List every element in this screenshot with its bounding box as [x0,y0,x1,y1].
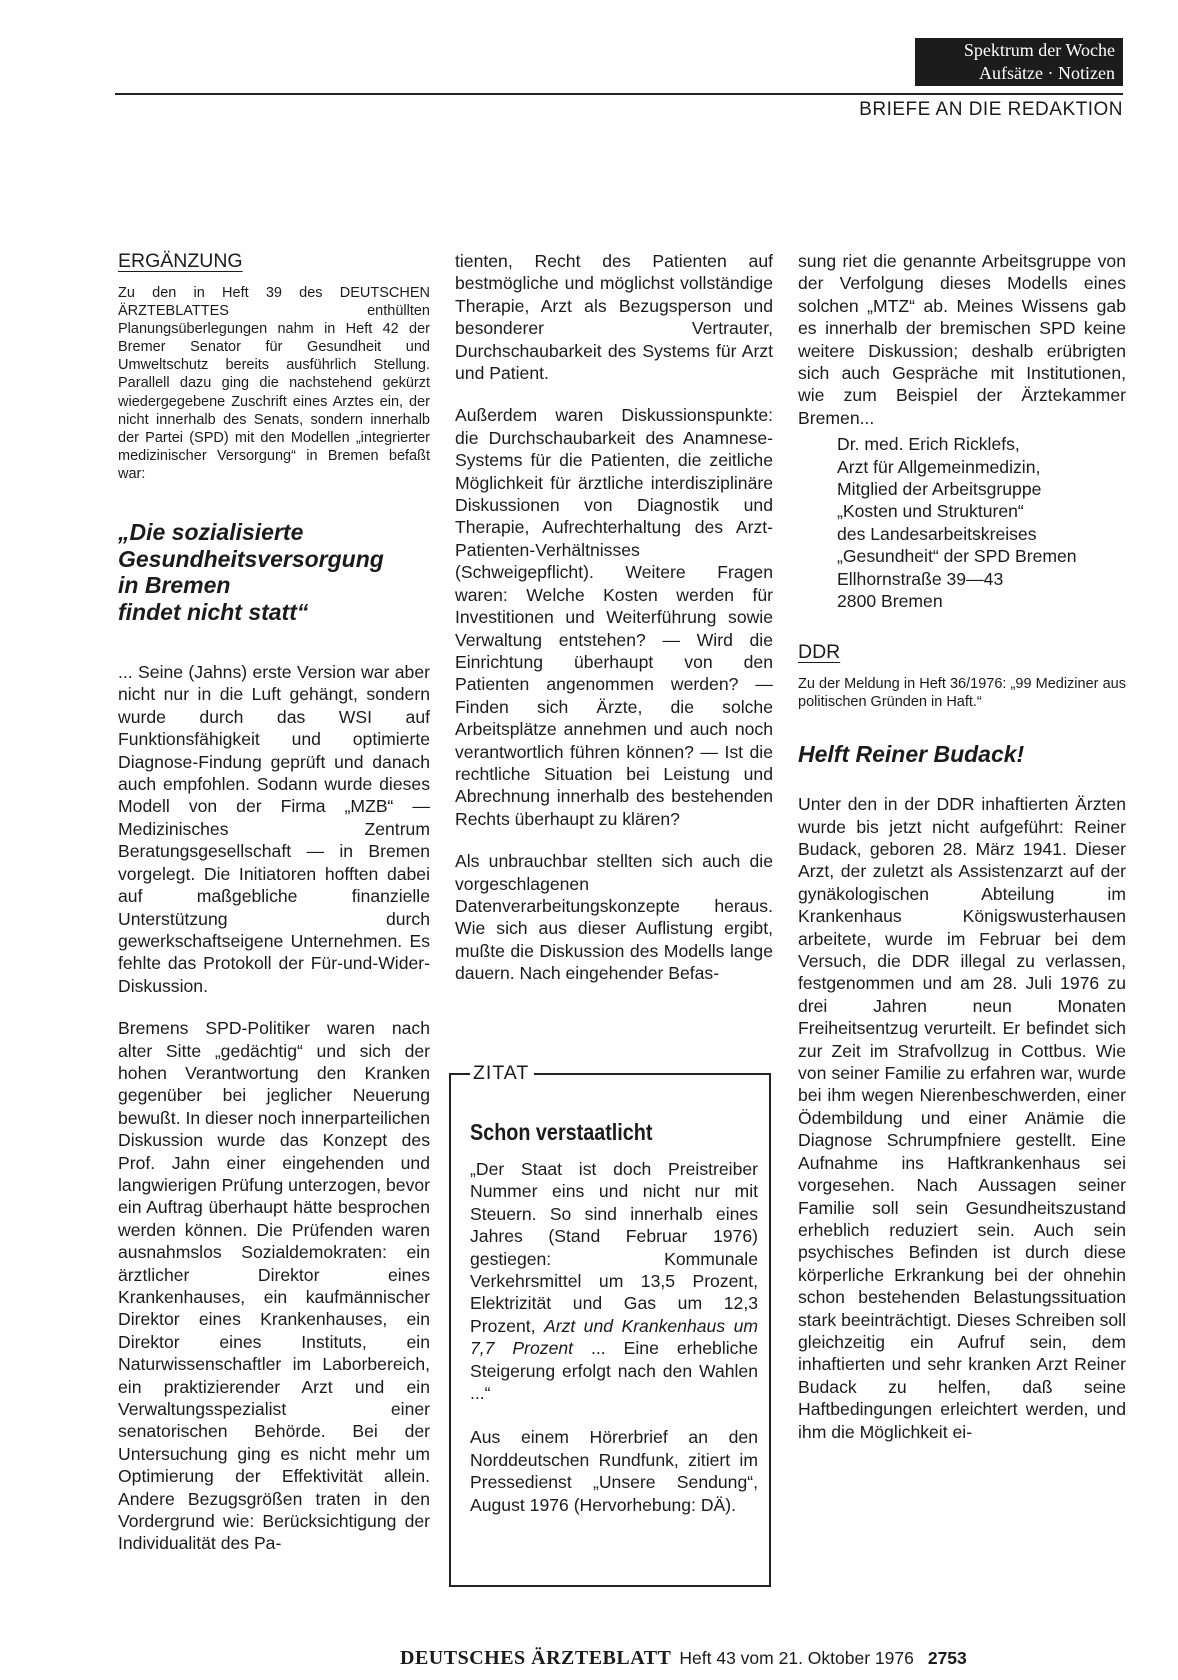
paragraph: Außerdem waren Diskussionspunkte: die Durchschaubarkeit des Anamnese-Systems für die Patienten, die zeitliche Möglichkeit für ärztliche interdisziplinäre Diskussionen von Diagnostik und Therapie, Aufrechterhaltung des Arzt-Patienten-Verhältnisses (Schweigepflicht). Weitere Fragen waren: Welche Kosten werden für Investitionen und Weiterführung sowie Verwaltung entstehen? — Wird die Einrichtung überhaupt von den Patienten angenommen werden? — Finden sich Ärzte, die solche Arbeitsplätze annehmen und auch noch verantwortlich führen können? — Ist die rechtliche Situation bei Leistung und Abrechnung innerhalb des bestehenden Rechts überhaupt zu klären? [455,405,773,829]
page-footer [400,1647,967,1670]
signature-line: 2800 Bremen [837,591,943,612]
header-rule [115,93,1123,95]
column-2 [455,250,773,985]
badge-line-1: Spektrum der Woche [963,40,1115,60]
signature-line: Arzt für Allgemeinmedizin, [837,456,1041,477]
paragraph: ... Seine (Jahns) erste Version war aber nicht nur in die Luft gehängt, sondern wurde durch das WSI auf Funktionsfähigkeit und optimierte Diagnose-Findung geprüft und danach auch empfohlen. Sodann wurde dieses Modell von der Firma „MZB“ — Medizinisches Zentrum Beratungsgesellschaft — in Bremen vorgelegt. Die Initiatoren hofften dabei auf maßgebliche finanzielle Unterstützung durch gewerkschaftseigene Unternehmen. Es fehlte das Protokoll der Für-und-Wider-Diskussion. [118,662,430,996]
quote-emphasis: Arzt und Krankenhaus um 7,7 Prozent [470,1315,759,1359]
signature-line: Dr. med. Erich Ricklefs, [837,434,1020,455]
headline-line-4: findet nicht statt“ [118,598,309,625]
paragraph: sung riet die genannte Arbeitsgruppe von der Verfolgung dieses Modells eines solchen „MTZ“ ab. Meines Wissens gab es innerhalb der bremischen SPD keine weitere Diskussion; deshalb erübrigten sich auch Gespräche mit Institutionen, wie zum Beispiel der Ärztekammer Bremen... [798,251,1126,428]
quote-part-b: ... Eine erhebliche Steigerung erfolgt nach den Wahlen ...“ [470,1338,759,1404]
signature-line: des Landesarbeitskreises [837,523,1037,544]
quote-source: Aus einem Hörerbrief an den Norddeutschen Rundfunk, zitiert im Pressedienst „Unsere Sendung“, August 1976 (Hervorhebung: DÄ). [470,1427,758,1515]
letter-headline [118,519,430,625]
ddr-intro: Zu der Meldung in Heft 36/1976: „99 Mediziner aus politischen Gründen in Haft.“ [798,675,1126,710]
quote-box-label: ZITAT [470,1060,534,1086]
signature-line: Mitglied der Arbeitsgruppe [837,479,1042,500]
signature-line: „Gesundheit“ der SPD Bremen [837,546,1077,567]
paragraph: Als unbrauchbar stellten sich auch die vorgeschlagenen Datenverarbeitungskonzepte heraus. Wie sich aus dieser Auflistung ergibt, mußte die Diskussion des Modells lange dauern. Nach eingehender Befas- [455,851,773,984]
paragraph: Bremens SPD-Politiker waren nach alter Sitte „gedächtig“ und sich der hohen Verantwortung den Kranken gegenüber bei jeglicher Neuerung bewußt. In dieser noch innerparteilichen Diskussion wurde das Konzept des Prof. Jahn einer eingehenden und langwierigen Prüfung unterzogen, bevor ein Auftrag überhaupt hätte besprochen werden können. Die Prüfenden waren ausnahmslos Sozialdemokraten: ein ärztlicher Direktor eines Krankenhauses, ein kaufmännischer Direktor eines Krankenhauses, ein Direktor eines Instituts, ein Naturwissenschaftler im Laborbereich, ein praktizierender Arzt und ein Verwaltungsspezialist einer senatorischen Behörde. Bei der Untersuchung ging es nicht mehr um Optimierung der Effektivität allein. Andere Bezugsgrößen traten in den Vordergrund wie: Berücksichtigung der Individualität des Pa- [118,1018,431,1554]
letter-headline-2: Helft Reiner Budack! [798,740,1025,767]
page-number: 2753 [927,1648,967,1668]
headline-line-2: Gesundheitsversorgung [118,545,384,572]
headline-line-3: in Bremen [118,572,231,599]
quote-text [470,1158,758,1516]
heading-ddr: DDR [798,640,841,663]
paragraph: Unter den in der DDR inhaftierten Ärzten wurde bis jetzt nicht aufgeführt: Reiner Budack, geboren 28. März 1941. Dieser Arzt, der zuletzt als Assistenzarzt auf der gynäkologischen Abteilung im Krankenhaus Königswusterhausen arbeitete, wurde im Februar bei dem Versuch, die DDR illegal zu verlassen, festgenommen und am 28. Juli 1976 zu drei Jahren neun Monaten Freiheitsentzug verurteilt. Er befindet sich zur Zeit im Strafvollzug in Cottbus. Wie von seiner Familie zu erfahren war, wurde bei ihm wegen Nierenbeschwerden, einer Ödembildung und einer Anämie die Diagnose Schrumpfniere gestellt. Eine Aufnahme ins Haftkrankenhaus sei vorgesehen. Nach Aussagen seiner Familie soll sein Gesundheitszustand erheblich reduziert sein. Auch sein psychisches Befinden ist durch diese körperliche Erkrankung bei der ohnehin schon bestehenden Belastungssituation stark beeinträchtigt. Dieses Schreiben soll gleichzeitig ein Aufruf sein, dem inhaftierten und sehr kranken Arzt Reiner Budack zu helfen, daß seine Haftbedingungen erleichtert werden, und ihm die Möglichkeit ei- [798,794,1126,1442]
editorial-intro: Zu den in Heft 39 des DEUTSCHEN ÄRZTEBLATTES enthüllten Planungsüberlegungen nahm in Heft 42 der Bremer Senator für Gesundheit und Umweltschutz bereits ausführlich Stellung. Parallell dazu ging die nachstehend gekürzt wiedergegebene Zuschrift eines Arztes ein, der nicht innerhalb des Senats, sondern innerhalb der Partei (SPD) mit den Modellen „integrierter medizinischer Versorgung“ in Bremen befaßt war: [118,285,430,482]
footer-issue: Heft 43 vom 21. Oktober 1976 [679,1648,914,1668]
headline-line-1: „Die sozialisierte [118,519,304,546]
quote-title: Schon verstaatlicht [470,1119,653,1145]
column-3 [798,250,1126,1443]
section-badge [915,38,1123,86]
heading-erganzung: ERGÄNZUNG [118,250,243,272]
signature-line: Ellhornstraße 39—43 [837,568,1004,589]
section-label: BRIEFE AN DIE REDAKTION [859,99,1123,120]
paragraph: tienten, Recht des Patienten auf bestmögliche und möglichst vollständige Therapie, Arzt als Bezugsperson und besonderer Vertrauter, Durchschaubarkeit des Systems für Arzt und Patient. [455,251,773,384]
signature-block [837,433,1126,612]
signature-line: „Kosten und Strukturen“ [837,501,1024,522]
quote-part-a: „Der Staat ist doch Preistreiber Nummer eins und nicht nur mit Steuern. So sind innerhalb eines Jahres (Stand Februar 1976) gestiegen: Kommunale Verkehrsmittel um 13,5 Prozent, Elektrizität und Gas um 12,3 Prozent, [470,1159,758,1336]
quote-paragraph [470,1158,758,1404]
column-1 [118,248,430,1555]
badge-line-2: Aufsätze · Notizen [979,63,1115,83]
footer-journal-name: DEUTSCHES ÄRZTEBLATT [400,1647,672,1669]
